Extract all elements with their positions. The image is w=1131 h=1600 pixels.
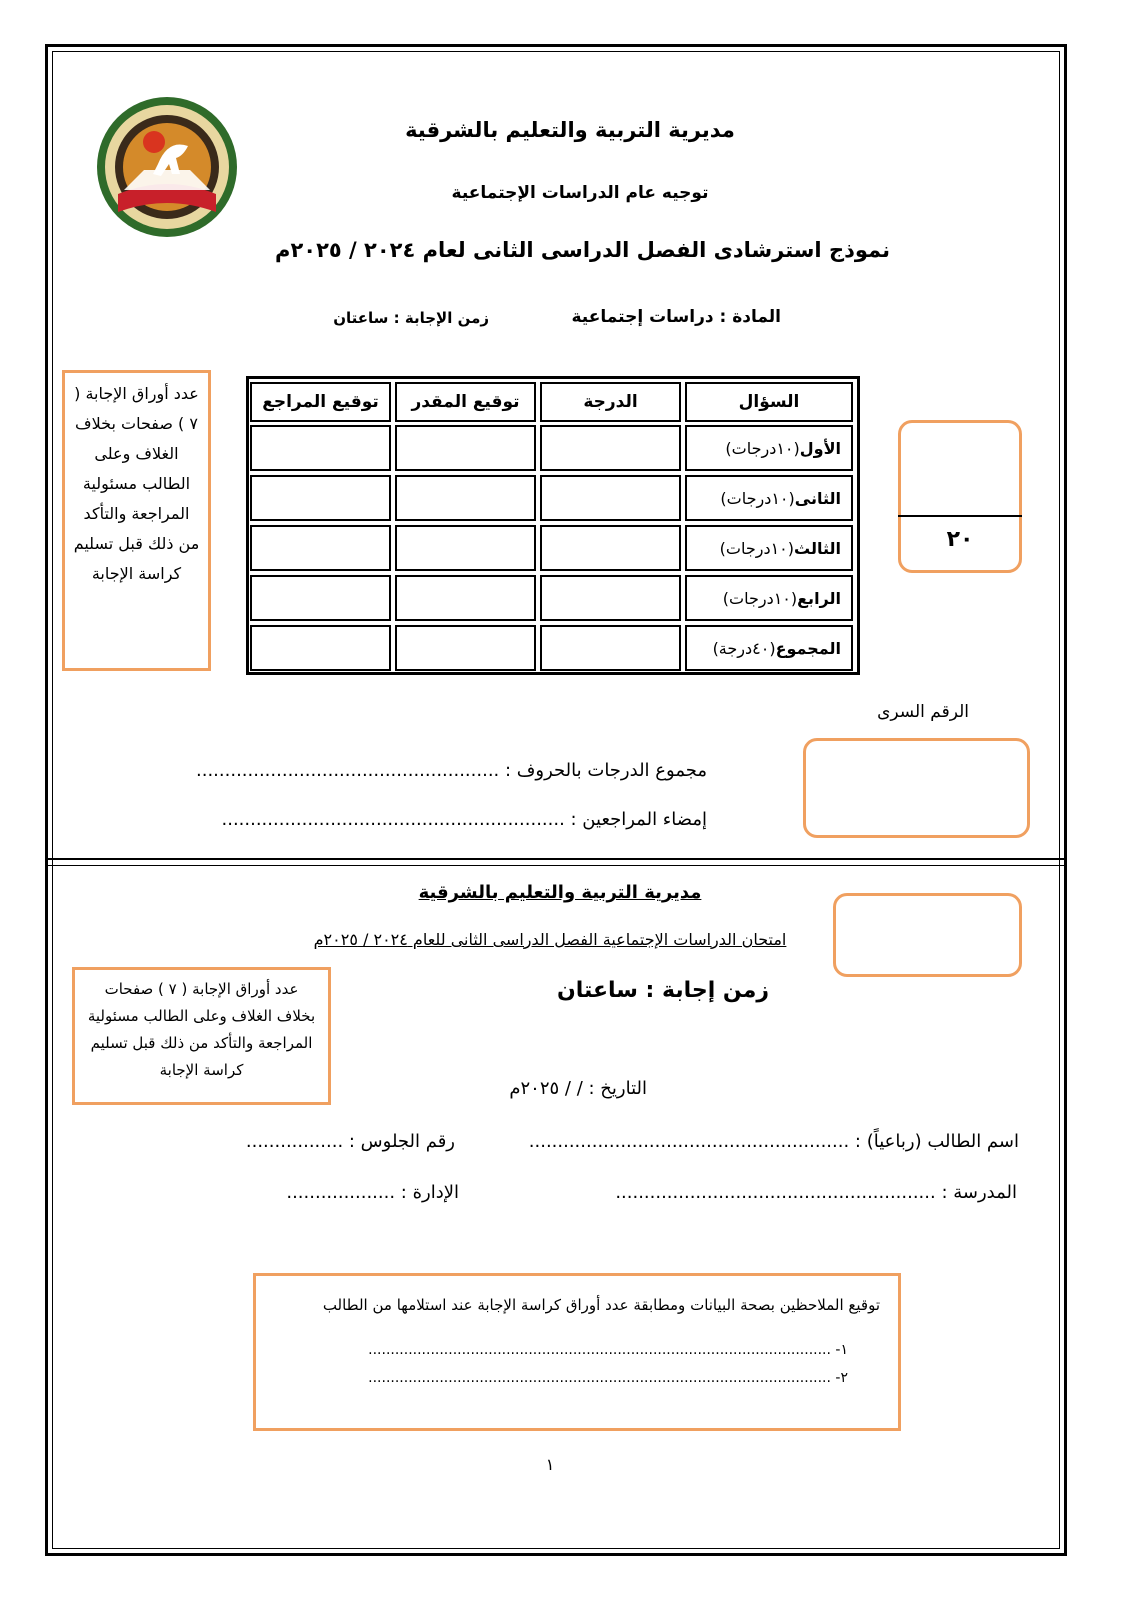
grade-row-question — [685, 575, 853, 621]
observers-signature-box — [253, 1273, 901, 1431]
grade-row-total-name: المجموع — [775, 638, 841, 658]
page-number: ١ — [545, 1455, 555, 1474]
grade-row-question-points: (١٠درجات) — [725, 438, 800, 458]
grade-total-score-cell[interactable] — [540, 625, 681, 671]
exam-date: التاريخ : / / ٢٠٢٥م — [509, 1078, 647, 1099]
lower-duration: زمن إجابة : ساعتان — [556, 978, 769, 1003]
lower-answer-sheets-note — [72, 967, 331, 1105]
grade-table-header-question: السؤال — [685, 382, 853, 422]
score-box-divider — [898, 515, 1022, 517]
header-subject: المادة : دراسات إجتماعية — [571, 307, 781, 327]
grade-row-reviewer-cell[interactable] — [250, 525, 391, 571]
grade-row-question — [685, 525, 853, 571]
score-box-value: ٢٠ — [946, 527, 974, 552]
grade-row-grader-cell[interactable] — [395, 575, 536, 621]
directorate-logo — [88, 94, 246, 240]
grade-row-question-points: (١٠درجات) — [719, 538, 795, 558]
section-divider — [45, 858, 1067, 860]
administration-field[interactable]: الإدارة : ................... — [286, 1182, 459, 1203]
grade-row-question-name: الأول — [799, 438, 841, 458]
grade-row-question-name: الرابع — [797, 588, 841, 608]
answer-sheets-note — [62, 370, 211, 671]
grade-row-total — [685, 625, 853, 671]
lower-answer-sheets-note-text: عدد أوراق الإجابة ( ٧ ) صفحات بخلاف الغلاف وعلى الطالب مسئولية المراجعة والتأكد من ذلك قبل تسليم كراسة الإجابة — [87, 980, 316, 1079]
observer-2-line[interactable]: ٢- ........................................................................................................ — [368, 1370, 848, 1386]
grade-row-reviewer-cell[interactable] — [250, 425, 391, 471]
grade-table-header-reviewer-signature: توقيع المراجع — [250, 382, 391, 422]
observers-title: توقيع الملاحظين بصحة البيانات ومطابقة عدد أوراق كراسة الإجابة عند استلامها من الطالب — [322, 1296, 880, 1314]
grade-total-grader-cell[interactable] — [395, 625, 536, 671]
grade-table — [246, 376, 860, 675]
grade-table-header-grader-signature: توقيع المقدر — [395, 382, 536, 422]
grade-row-grader-cell[interactable] — [395, 525, 536, 571]
grade-row-grader-cell[interactable] — [395, 475, 536, 521]
header-supervision: توجيه عام الدراسات الإجتماعية — [451, 183, 709, 203]
grade-row-grader-cell[interactable] — [395, 425, 536, 471]
grade-total-reviewer-cell[interactable] — [250, 625, 391, 671]
grade-table-header-score: الدرجة — [540, 382, 681, 422]
school-field[interactable]: المدرسة : ........................................................ — [615, 1182, 1017, 1203]
lower-code-box[interactable] — [833, 893, 1022, 977]
secret-number-box[interactable] — [803, 738, 1030, 838]
grade-row-score-cell[interactable] — [540, 575, 681, 621]
grade-row-score-cell[interactable] — [540, 525, 681, 571]
observer-1-line[interactable]: ١- ........................................................................................................ — [368, 1342, 848, 1358]
grade-row-question — [685, 475, 853, 521]
reviewers-signature-line: إمضاء المراجعين : ............................................................ — [221, 809, 707, 830]
header-exam-title: نموذج استرشادى الفصل الدراسى الثانى لعام ٢٠٢٤ / ٢٠٢٥م — [275, 238, 890, 262]
grade-row-question-points: (١٠درجات) — [720, 488, 795, 508]
section-divider-thin — [45, 865, 1067, 866]
grade-row-total-points: (٤٠درجة) — [712, 638, 776, 658]
header-duration: زمن الإجابة : ساعتان — [333, 309, 489, 327]
grade-row-score-cell[interactable] — [540, 475, 681, 521]
header-directorate: مديرية التربية والتعليم بالشرقية — [405, 118, 735, 142]
score-box — [898, 420, 1022, 573]
grade-row-score-cell[interactable] — [540, 425, 681, 471]
answer-sheets-note-text: عدد أوراق الإجابة ( ٧ ) صفحات بخلاف الغلاف وعلى الطالب مسئولية المراجعة والتأكد من ذلك قبل تسليم كراسة الإجابة — [73, 384, 200, 583]
lower-directorate: مديرية التربية والتعليم بالشرقية — [418, 882, 702, 903]
student-name-field[interactable]: اسم الطالب (رباعياً) : ........................................................ — [528, 1131, 1019, 1152]
grade-row-reviewer-cell[interactable] — [250, 475, 391, 521]
grade-row-question-name: الثانى — [794, 488, 841, 508]
lower-exam-title: امتحان الدراسات الإجتماعية الفصل الدراسى الثانى للعام ٢٠٢٤ / ٢٠٢٥م — [313, 930, 787, 949]
grade-row-question-name: الثالث — [794, 538, 841, 558]
grade-row-question-points: (١٠درجات) — [722, 588, 798, 608]
grade-row-reviewer-cell[interactable] — [250, 575, 391, 621]
seat-number-field[interactable]: رقم الجلوس : ................. — [245, 1131, 455, 1152]
grades-in-words-line: مجموع الدرجات بالحروف : ..................................................... — [196, 760, 707, 781]
grade-row-question — [685, 425, 853, 471]
secret-number-label: الرقم السرى — [877, 702, 969, 722]
